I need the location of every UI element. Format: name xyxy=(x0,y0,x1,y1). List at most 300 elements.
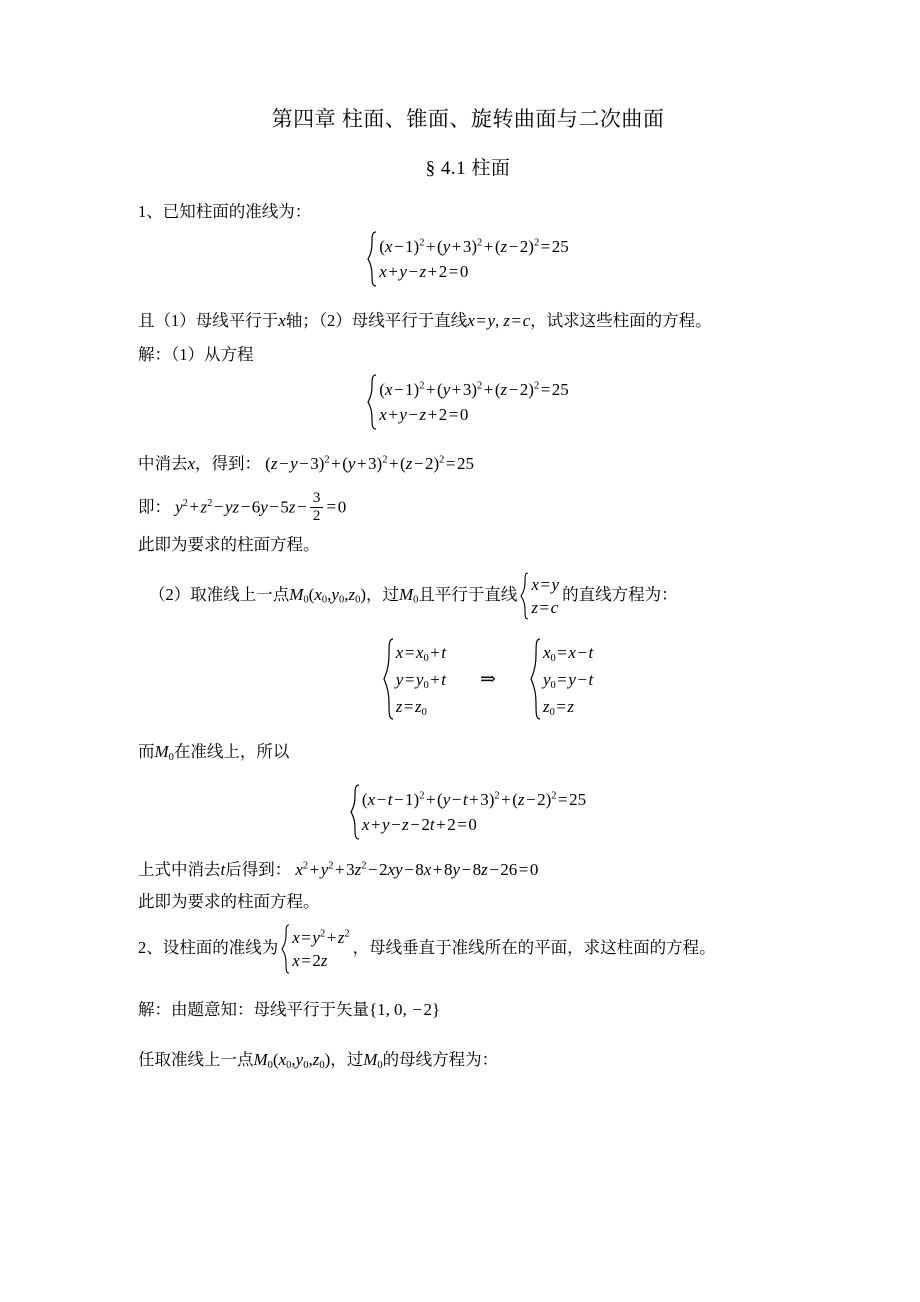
equals: = xyxy=(445,454,456,473)
equals: = xyxy=(448,262,459,281)
subscript: 0 xyxy=(303,1059,309,1071)
equation-rows xyxy=(292,926,349,972)
exponent: 2 xyxy=(419,237,425,249)
num: 8 xyxy=(415,860,424,879)
comma: , xyxy=(327,584,332,604)
parametric-right-system xyxy=(530,638,593,720)
rhs: 0 xyxy=(529,860,539,879)
comma: , xyxy=(494,311,500,330)
inline-equation-system xyxy=(520,572,559,620)
problem1-parametric-equations xyxy=(138,638,798,720)
op: + xyxy=(436,815,446,834)
var: z xyxy=(337,928,345,947)
text-b: ，母线垂直于准线所在的平面，求这柱面的方程。 xyxy=(352,937,716,957)
subscript: 0 xyxy=(319,1059,325,1071)
var: y xyxy=(487,311,495,330)
var: x xyxy=(423,860,432,879)
var: x xyxy=(292,928,300,947)
op: − xyxy=(297,497,307,517)
op: − xyxy=(393,790,404,809)
op: − xyxy=(410,815,420,834)
subscript: 0 xyxy=(303,594,309,606)
op: − xyxy=(408,262,418,281)
var: y xyxy=(542,669,551,689)
equation-system xyxy=(367,374,569,430)
op: − xyxy=(577,669,587,689)
implies-arrow-icon: ⇒ xyxy=(480,668,496,690)
var: y xyxy=(382,815,390,834)
close-paren: ) xyxy=(376,454,383,473)
var: y xyxy=(442,790,451,809)
num: 2 xyxy=(447,815,456,834)
text-a: 解：由题意知：母线平行于矢量 xyxy=(138,1000,369,1019)
num: 26 xyxy=(500,860,518,879)
var: y xyxy=(568,669,576,689)
equals: = xyxy=(518,860,529,879)
var: z xyxy=(419,262,427,281)
problem1-conclusion-2 xyxy=(138,892,798,912)
var: x xyxy=(367,790,376,809)
close-paren: ) xyxy=(324,1050,331,1069)
subscript: 0 xyxy=(168,751,174,763)
close-paren: ) xyxy=(413,790,420,809)
close-paren: ) xyxy=(413,380,420,399)
open-paren: ( xyxy=(272,1050,279,1069)
var: t xyxy=(387,790,393,809)
comma: , xyxy=(344,584,349,604)
num: 3 xyxy=(368,454,377,473)
op: + xyxy=(309,860,320,879)
subscript: 0 xyxy=(355,594,361,606)
point-M: M xyxy=(289,584,304,604)
condition-text-b: 轴；（2）母线平行于直线 xyxy=(285,311,468,330)
op: + xyxy=(370,815,381,834)
op: + xyxy=(430,669,440,689)
equals: = xyxy=(558,790,568,809)
var: y xyxy=(295,1050,304,1069)
subscript: 0 xyxy=(321,594,328,606)
num: 2 xyxy=(438,405,448,424)
equals: = xyxy=(540,380,551,399)
op: − xyxy=(508,237,519,256)
num: 8 xyxy=(443,860,453,879)
rhs: 0 xyxy=(468,815,477,834)
equation-row xyxy=(292,949,349,972)
equation-system xyxy=(350,784,586,840)
var: x xyxy=(384,380,393,399)
problem1-lead-text: 1、已知柱面的准线为： xyxy=(138,202,312,221)
equals: = xyxy=(403,696,414,716)
problem2-statement xyxy=(138,924,798,974)
num: 5 xyxy=(280,497,289,517)
close-brace: } xyxy=(432,1000,441,1019)
equation-row xyxy=(396,639,446,666)
var: t xyxy=(588,669,594,689)
component-3: 2 xyxy=(423,1000,433,1019)
equation-row xyxy=(531,596,559,619)
exponent: 2 xyxy=(344,928,350,940)
num: 2 xyxy=(519,237,529,256)
open-paren: ( xyxy=(494,380,501,399)
open-brace: { xyxy=(369,1000,378,1019)
open-paren: ( xyxy=(361,790,368,809)
var: z xyxy=(503,311,510,330)
var: xy xyxy=(387,860,403,879)
var: y xyxy=(551,575,560,594)
rhs: 25 xyxy=(551,380,569,399)
equals: = xyxy=(404,642,415,662)
text-c: 的母线方程为： xyxy=(382,1050,499,1069)
close-paren: ) xyxy=(528,380,534,399)
num: 2 xyxy=(519,380,529,399)
var: z xyxy=(312,1050,320,1069)
part2-text-a: （2）取准线上一点 xyxy=(149,584,290,604)
equation-system xyxy=(367,231,569,287)
op: + xyxy=(388,454,399,473)
op: − xyxy=(489,860,499,879)
equation-rows xyxy=(362,784,586,840)
op: + xyxy=(331,454,341,473)
op: + xyxy=(388,262,398,281)
problem1-statement-lead xyxy=(138,202,798,222)
equation-row xyxy=(396,693,446,720)
equals: = xyxy=(556,696,566,716)
exponent: 2 xyxy=(324,454,330,466)
exponent: 2 xyxy=(477,237,483,249)
equals: = xyxy=(511,311,522,330)
text-a: 而 xyxy=(138,742,155,761)
var: t xyxy=(429,815,435,834)
close-paren: ) xyxy=(318,454,325,473)
exponent: 2 xyxy=(533,380,540,392)
var: t xyxy=(441,642,447,662)
var: z xyxy=(567,696,575,716)
exponent: 2 xyxy=(319,928,326,940)
rhs: 25 xyxy=(456,454,474,473)
var: x xyxy=(278,1050,287,1069)
var: x xyxy=(361,815,370,834)
op: + xyxy=(483,237,494,256)
equation-rows xyxy=(379,374,569,430)
document-subtitle: § 4.1 柱面 xyxy=(425,158,511,179)
op: − xyxy=(413,454,424,473)
op: + xyxy=(388,405,398,424)
op: − xyxy=(412,1000,423,1019)
var: x xyxy=(187,454,196,473)
equals: = xyxy=(457,815,467,834)
equation-rows xyxy=(396,638,446,720)
op: − xyxy=(376,790,387,809)
op: − xyxy=(451,790,462,809)
problem2-solution-lead xyxy=(138,1000,798,1020)
equation-row xyxy=(543,639,593,666)
close-paren: ) xyxy=(488,790,495,809)
var: x xyxy=(415,642,424,662)
problem1-part2-lead xyxy=(138,572,798,620)
problem1-conclusion-1 xyxy=(138,535,798,555)
op: + xyxy=(430,642,440,662)
result-lead: 即： xyxy=(138,497,171,517)
var: z xyxy=(419,405,427,424)
num: 2 xyxy=(438,262,448,281)
equals: = xyxy=(557,669,567,689)
op: − xyxy=(278,454,289,473)
equation-row xyxy=(379,402,569,427)
var: yz xyxy=(224,497,240,517)
op: + xyxy=(451,237,462,256)
num: 2 xyxy=(312,951,321,970)
parametric-left-system xyxy=(383,638,446,720)
rhs: 25 xyxy=(569,790,587,809)
left-brace-icon xyxy=(281,924,291,974)
subscript: 0 xyxy=(267,1059,273,1071)
var: z xyxy=(517,790,525,809)
close-paren: ) xyxy=(471,380,478,399)
num: 3 xyxy=(462,237,472,256)
comma: , xyxy=(385,1000,390,1019)
comma: , xyxy=(291,1050,296,1069)
subscript: 0 xyxy=(338,594,345,606)
component-1: 1 xyxy=(377,1000,386,1019)
var: x xyxy=(379,262,387,281)
var: z xyxy=(200,497,208,517)
equals: = xyxy=(301,951,311,970)
var: x xyxy=(531,575,539,594)
op: + xyxy=(425,380,436,399)
var: y xyxy=(312,928,320,947)
left-brace-icon xyxy=(367,374,378,430)
op: + xyxy=(326,928,337,947)
close-paren: ) xyxy=(528,237,534,256)
var: z xyxy=(320,951,328,970)
var: t xyxy=(462,790,468,809)
inline-equation-system xyxy=(281,924,349,974)
open-paren: ( xyxy=(342,454,348,473)
op: − xyxy=(393,237,404,256)
var: y xyxy=(415,669,424,689)
subscript: 0 xyxy=(286,1059,292,1071)
var: z xyxy=(354,860,362,879)
var: z xyxy=(405,454,413,473)
num: 2 xyxy=(379,860,388,879)
var: x xyxy=(467,311,475,330)
equals: = xyxy=(476,311,486,330)
op: + xyxy=(432,860,443,879)
op: − xyxy=(269,497,279,517)
open-paren: ( xyxy=(437,237,443,256)
num: 1 xyxy=(405,380,414,399)
equals: = xyxy=(404,669,415,689)
problem1-result-line xyxy=(138,492,798,525)
op: + xyxy=(189,497,200,517)
exponent: 2 xyxy=(439,454,445,466)
open-paren: ( xyxy=(512,790,518,809)
var: z xyxy=(395,696,403,716)
problem1-condition-line xyxy=(138,311,798,331)
num: 3 xyxy=(346,860,355,879)
conclusion-text: 此即为要求的柱面方程。 xyxy=(138,535,320,554)
var: y xyxy=(442,380,451,399)
var: t xyxy=(220,860,226,879)
op: − xyxy=(526,790,536,809)
subscript: 0 xyxy=(550,652,556,664)
exponent: 2 xyxy=(533,237,540,249)
equals: = xyxy=(448,405,459,424)
exponent: 2 xyxy=(207,497,213,509)
op: + xyxy=(425,237,436,256)
op: + xyxy=(483,380,494,399)
var: t xyxy=(441,669,447,689)
exponent: 2 xyxy=(419,380,425,392)
var: z xyxy=(270,454,278,473)
equals: = xyxy=(540,575,551,594)
open-paren: ( xyxy=(437,790,443,809)
point-M: M xyxy=(398,584,414,604)
var: z xyxy=(402,815,409,834)
exponent: 2 xyxy=(494,790,500,802)
equation-row xyxy=(292,926,349,949)
equation-row xyxy=(396,666,446,693)
var: y xyxy=(320,860,329,879)
problem1-directrix-equation xyxy=(138,231,798,287)
op: + xyxy=(451,380,462,399)
var: c xyxy=(522,311,531,330)
point-M: M xyxy=(363,1050,378,1069)
open-paren: ( xyxy=(400,454,406,473)
op: − xyxy=(577,642,587,662)
var: x xyxy=(292,951,300,970)
exponent: 2 xyxy=(477,380,483,392)
subscript: 0 xyxy=(377,1059,383,1071)
close-paren: ) xyxy=(545,790,552,809)
equation-rows xyxy=(531,573,559,619)
eliminate-text-a: 中消去 xyxy=(138,454,188,473)
equals: = xyxy=(540,237,551,256)
document-title: 第四章 柱面、锥面、旋转曲面与二次曲面 xyxy=(271,107,665,131)
problem1-final-line xyxy=(138,860,798,880)
op: − xyxy=(408,405,418,424)
exponent: 2 xyxy=(328,860,334,872)
op: − xyxy=(393,380,404,399)
exponent: 2 xyxy=(182,497,188,509)
var: y xyxy=(331,584,339,604)
exponent: 2 xyxy=(361,860,367,872)
equation-rows xyxy=(379,231,569,287)
equation-row xyxy=(543,666,593,693)
equation-row xyxy=(379,377,569,402)
equation-row xyxy=(362,787,586,812)
comma: , xyxy=(308,1050,313,1069)
solution-lead-text: 解：（1）从方程 xyxy=(138,345,254,364)
op: + xyxy=(427,262,438,281)
var: x xyxy=(542,642,551,662)
var: x xyxy=(395,642,404,662)
num: 3 xyxy=(310,454,319,473)
var: y xyxy=(260,497,268,517)
var: x xyxy=(384,237,393,256)
equation-row xyxy=(543,693,593,720)
left-brace-icon xyxy=(383,638,395,720)
part2-text-c: 且平行于直线 xyxy=(418,584,518,604)
var: z xyxy=(481,860,488,879)
var: y xyxy=(452,860,460,879)
left-brace-icon xyxy=(530,638,542,720)
var: t xyxy=(588,642,594,662)
var: y xyxy=(395,669,404,689)
problem1-solution1-lead xyxy=(138,345,798,365)
num: 2 xyxy=(537,790,546,809)
fraction-numerator: 3 xyxy=(312,490,321,506)
var: z xyxy=(500,237,508,256)
num: 6 xyxy=(251,497,261,517)
exponent: 2 xyxy=(382,454,388,466)
open-paren: ( xyxy=(265,454,271,473)
op: − xyxy=(461,860,472,879)
var: z xyxy=(288,497,296,517)
equation-row xyxy=(362,812,586,837)
open-paren: ( xyxy=(379,237,385,256)
num: 2 xyxy=(421,815,430,834)
equals: = xyxy=(326,497,337,517)
var: y xyxy=(399,405,407,424)
var: z xyxy=(542,696,550,716)
var: y xyxy=(399,262,407,281)
op: − xyxy=(391,815,401,834)
part2-text-d: 的直线方程为： xyxy=(562,584,678,604)
condition-text-a: 且（1）母线平行于 xyxy=(138,311,279,330)
exponent: 2 xyxy=(551,790,557,802)
open-paren: ( xyxy=(494,237,501,256)
document-content xyxy=(138,104,798,1086)
problem2-pick-point-line xyxy=(138,1050,798,1070)
comma: , xyxy=(402,1000,407,1019)
problem1-on-directrix-line xyxy=(138,742,798,762)
op: − xyxy=(404,860,414,879)
text-a: 上式中消去 xyxy=(138,860,221,879)
conclusion-text: 此即为要求的柱面方程。 xyxy=(138,892,320,911)
op: − xyxy=(240,497,251,517)
var: y xyxy=(347,454,356,473)
fraction-denominator: 2 xyxy=(312,508,321,524)
num: 3 xyxy=(480,790,489,809)
op: − xyxy=(368,860,378,879)
subscript: 0 xyxy=(423,679,429,691)
var: z xyxy=(500,380,508,399)
subscript: 0 xyxy=(421,706,427,718)
problem1-substituted-system xyxy=(138,784,798,840)
left-brace-icon xyxy=(367,231,378,287)
num: 8 xyxy=(472,860,482,879)
condition-text-c: ，试求这些柱面的方程。 xyxy=(530,311,712,330)
num: 3 xyxy=(462,380,472,399)
component-2: 0 xyxy=(394,1000,403,1019)
op: + xyxy=(427,405,438,424)
rhs: 0 xyxy=(459,405,469,424)
left-brace-icon xyxy=(350,784,361,840)
var: x xyxy=(278,311,286,330)
problem1-eliminate-line xyxy=(138,454,798,474)
point-M: M xyxy=(154,742,169,761)
text-a: 任取准线上一点 xyxy=(138,1050,254,1069)
op: − xyxy=(299,454,309,473)
var: z xyxy=(348,584,356,604)
fraction-three-halves xyxy=(310,491,323,524)
equation-row xyxy=(379,259,569,284)
text-b: 在准线上，所以 xyxy=(173,742,290,761)
open-paren: ( xyxy=(379,380,385,399)
text-b: ，过 xyxy=(330,1050,364,1069)
var: y xyxy=(442,237,451,256)
